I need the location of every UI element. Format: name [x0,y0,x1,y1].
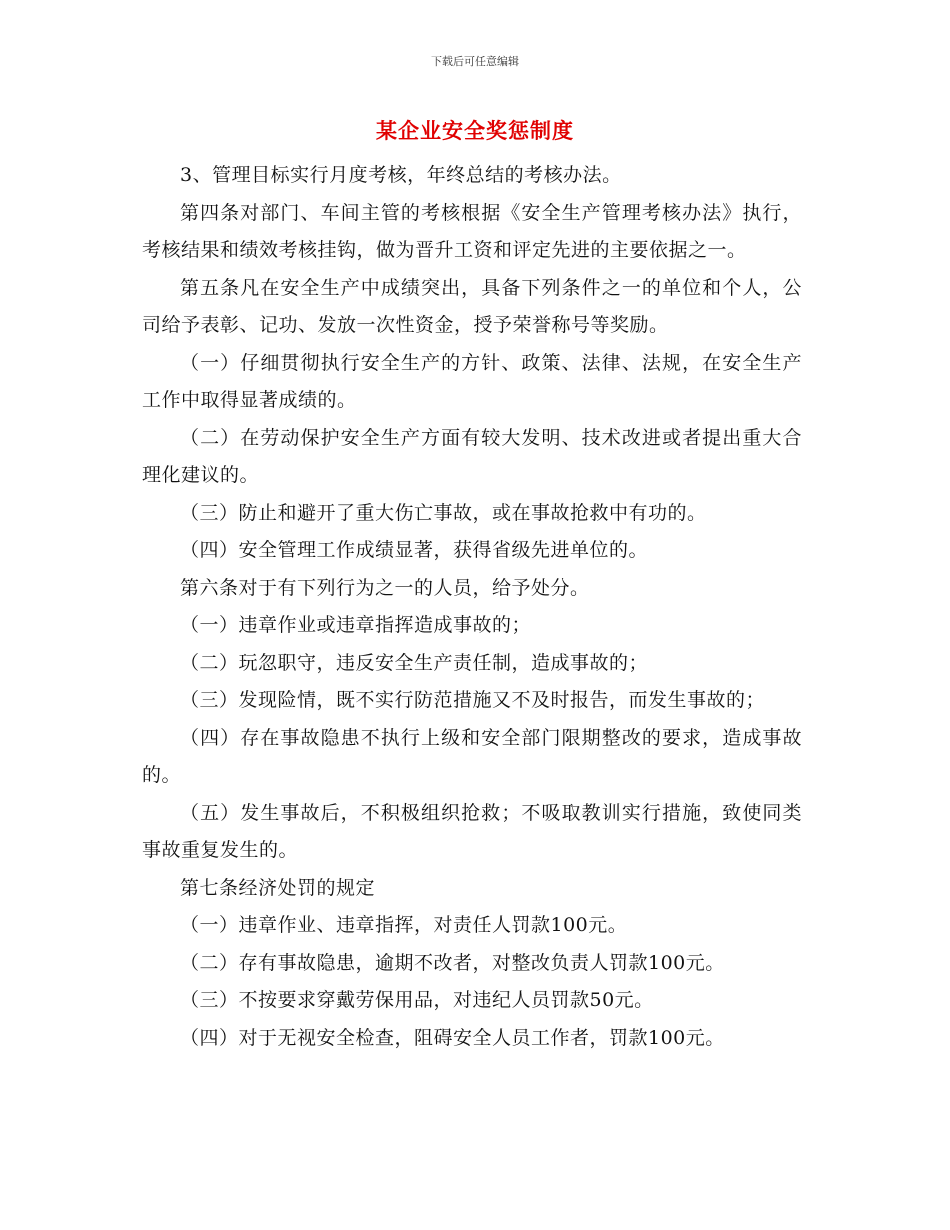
header-note: 下载后可任意编辑 [431,55,519,68]
paragraph-item-3: 3、管理目标实行月度考核，年终总结的考核办法。 [180,164,622,186]
paragraph-fine-2: （二）存有事故隐患，逾期不改者，对整改负责人罚款100元。 [180,951,725,974]
paragraph-reward-3: （三）防止和避开了重大伤亡事故，或在事故抢救中有功的。 [180,501,707,524]
document-title: 某企业安全奖惩制度 [376,119,574,143]
paragraph-article-7: 第七条经济处罚的规定 [180,876,376,899]
paragraph-reward-4: （四）安全管理工作成绩显著，获得省级先进单位的。 [180,539,649,561]
paragraph-penalty-2: （二）玩忽职守，违反安全生产责任制，造成事故的； [180,651,649,674]
paragraph-article-5: 第五条凡在安全生产中成绩突出，具备下列条件之一的单位和个人，公司给予表彰、记功、发放一次性资金，授予荣誉称号等奖励。 [142,276,802,336]
document-body [142,157,802,1057]
paragraph-penalty-4: （四）存在事故隐患不执行上级和安全部门限期整改的要求，造成事故的。 [142,726,802,786]
paragraph-reward-1: （一）仔细贯彻执行安全生产的方针、政策、法律、法规，在安全生产工作中取得显著成绩的。 [142,351,802,411]
paragraph-penalty-3: （三）发现险情，既不实行防范措施又不及时报告，而发生事故的； [180,689,766,711]
paragraph-penalty-1: （一）违章作业或违章指挥造成事故的； [180,614,532,636]
paragraph-fine-3: （三）不按要求穿戴劳保用品，对违纪人员罚款50元。 [180,989,654,1011]
paragraph-penalty-5: （五）发生事故后，不积极组织抢救；不吸取教训实行措施，致使同类事故重复发生的。 [142,801,802,861]
paragraph-reward-2: （二）在劳动保护安全生产方面有较大发明、技术改进或者提出重大合理化建议的。 [142,426,802,486]
paragraph-article-4: 第四条对部门、车间主管的考核根据《安全生产管理考核办法》执行，考核结果和绩效考核挂钩，做为晋升工资和评定先进的主要依据之一。 [142,201,802,261]
paragraph-fine-1: （一）违章作业、违章指挥，对责任人罚款100元。 [180,914,628,936]
paragraph-article-6: 第六条对于有下列行为之一的人员，给予处分。 [180,576,590,599]
paragraph-fine-4: （四）对于无视安全检查，阻碍安全人员工作者，罚款100元。 [180,1026,725,1049]
